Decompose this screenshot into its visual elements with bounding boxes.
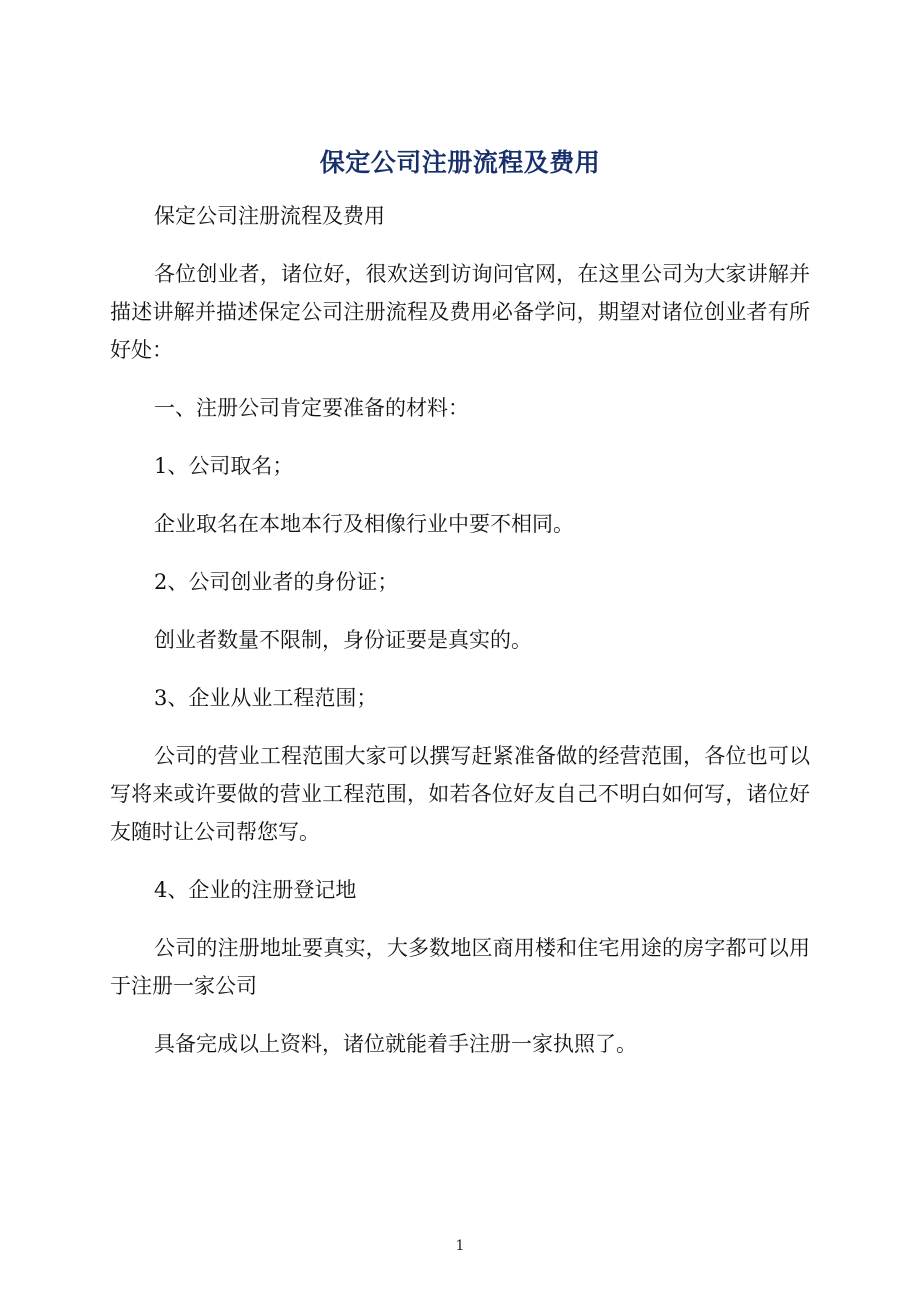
list-item-heading: 2、公司创业者的身份证； [154, 570, 399, 594]
closing-paragraph: 具备完成以上资料，诸位就能着手注册一家执照了。 [154, 1032, 637, 1056]
list-item-detail: 公司的营业工程范围大家可以撰写赶紧准备做的经营范围，各位也可以写将来或许要做的营业工程范围，如若各位好友自己不明白如何写，诸位好友随时让公司帮您写。 [110, 744, 810, 844]
page-title: 保定公司注册流程及费用 [319, 148, 601, 177]
list-item-heading: 3、企业从业工程范围； [154, 686, 378, 710]
list-item-detail: 企业取名在本地本行及相像行业中要不相同。 [154, 512, 574, 536]
list-item-heading: 1、公司取名； [154, 454, 294, 478]
page-number: 1 [455, 1238, 465, 1254]
list-item-detail: 公司的注册地址要真实，大多数地区商用楼和住宅用途的房字都可以用于注册一家公司 [110, 936, 810, 998]
subtitle-paragraph: 保定公司注册流程及费用 [154, 204, 385, 228]
list-item-heading: 4、企业的注册登记地 [154, 878, 357, 902]
intro-paragraph: 各位创业者，诸位好，很欢送到访询问官网，在这里公司为大家讲解并描述讲解并描述保定公司注册流程及费用必备学问，期望对诸位创业者有所好处： [110, 262, 810, 362]
section-heading: 一、注册公司肯定要准备的材料： [154, 396, 469, 420]
document-body [110, 197, 810, 1083]
list-item-detail: 创业者数量不限制，身份证要是真实的。 [154, 628, 532, 652]
